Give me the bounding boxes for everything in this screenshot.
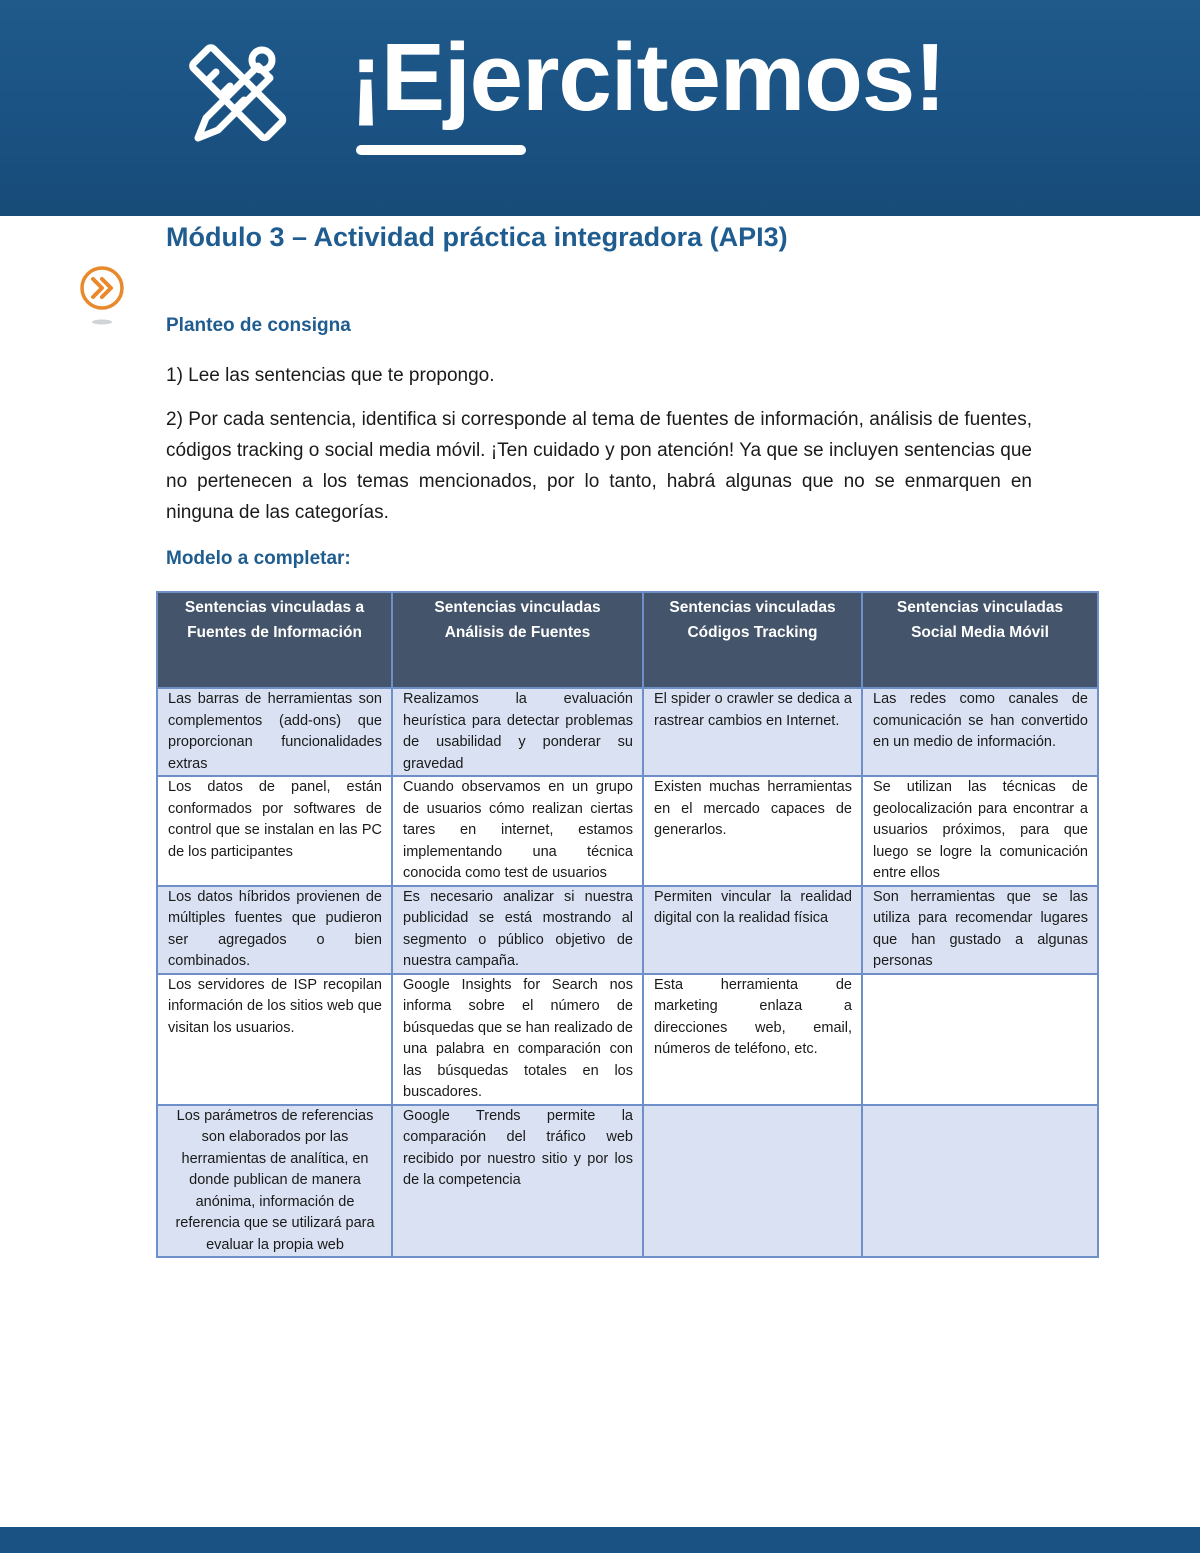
table-header-row — [157, 592, 1098, 688]
table-cell: Esta herramienta de marketing enlaza a direcciones web, email, números de teléfono, etc. — [643, 974, 862, 1105]
table-cell: Los datos híbridos provienen de múltiples fuentes que pudieron ser agregados o bien combinados. — [157, 886, 392, 974]
table-cell: Google Trends permite la comparación del tráfico web recibido por nuestro sitio y por los de la competencia — [392, 1105, 643, 1258]
table-cell — [643, 1105, 862, 1258]
table-cell — [862, 1105, 1098, 1258]
table-row — [157, 1105, 1098, 1258]
table-cell: Son herramientas que se las utiliza para recomendar lugares que han gustado a algunas personas — [862, 886, 1098, 974]
table-cell: Existen muchas herramientas en el mercado capaces de generarlos. — [643, 776, 862, 886]
double-chevron-right-icon — [78, 264, 130, 328]
pencil-ruler-icon — [178, 34, 296, 152]
footer-bar — [0, 1527, 1200, 1553]
banner-title: ¡Ejercitemos! — [350, 24, 946, 131]
model-heading: Modelo a completar: — [166, 548, 351, 569]
banner-underline — [356, 145, 526, 155]
table-cell: Se utilizan las técnicas de geolocalización para encontrar a usuarios próximos, para que luego se logre la comunicación entre ellos — [862, 776, 1098, 886]
table-row — [157, 776, 1098, 886]
table-row — [157, 886, 1098, 974]
table-cell: Los datos de panel, están conformados por softwares de control que se instalan en las PC de los participantes — [157, 776, 392, 886]
table-cell: Google Insights for Search nos informa sobre el número de búsquedas que se han realizado de una palabra en comparación con las búsquedas totales en los buscadores. — [392, 974, 643, 1105]
table-row — [157, 688, 1098, 776]
table-cell: Es necesario analizar si nuestra publicidad se está mostrando al segmento o público objetivo de nuestra campaña. — [392, 886, 643, 974]
instruction-step-2: 2) Por cada sentencia, identifica si corresponde al tema de fuentes de información, análisis de fuentes, códigos tracking o social media móvil. ¡Ten cuidado y pon atención! Ya que se incluyen sentencias que no pertenecen a los temas mencionados, por lo tanto, habrá algunas que no se enmarquen en ninguna de las categorías. — [166, 409, 1032, 523]
instruction-step-1: 1) Lee las sentencias que te propongo. — [166, 365, 495, 386]
table-cell: Los parámetros de referencias son elaborados por las herramientas de analítica, en donde publican de manera anónima, información de referencia que se utilizará para evaluar la propia web — [157, 1105, 392, 1258]
table-cell: El spider o crawler se dedica a rastrear cambios en Internet. — [643, 688, 862, 776]
model-table — [156, 591, 1099, 1258]
header-fuentes-informacion: Sentencias vinculadas a Fuentes de Información — [157, 592, 392, 688]
table-cell: Realizamos la evaluación heurística para detectar problemas de usabilidad y ponderar su gravedad — [392, 688, 643, 776]
table-cell: Las redes como canales de comunicación se han convertido en un medio de información. — [862, 688, 1098, 776]
header-analisis-fuentes: Sentencias vinculadas Análisis de Fuentes — [392, 592, 643, 688]
table-cell: Los servidores de ISP recopilan información de los sitios web que visitan los usuarios. — [157, 974, 392, 1105]
table-cell: Permiten vincular la realidad digital con la realidad física — [643, 886, 862, 974]
table-row — [157, 974, 1098, 1105]
module-title: Módulo 3 – Actividad práctica integradora (API3) — [166, 222, 788, 252]
header-social-media-movil: Sentencias vinculadas Social Media Móvil — [862, 592, 1098, 688]
header-banner — [0, 0, 1200, 216]
table-cell: Las barras de herramientas son complementos (add-ons) que proporcionan funcionalidades extras — [157, 688, 392, 776]
section-heading: Planteo de consigna — [166, 315, 351, 336]
header-codigos-tracking: Sentencias vinculadas Códigos Tracking — [643, 592, 862, 688]
table-cell: Cuando observamos en un grupo de usuarios cómo realizan ciertas tares en internet, estamos implementando una técnica conocida como test de usuarios — [392, 776, 643, 886]
table-cell — [862, 974, 1098, 1105]
